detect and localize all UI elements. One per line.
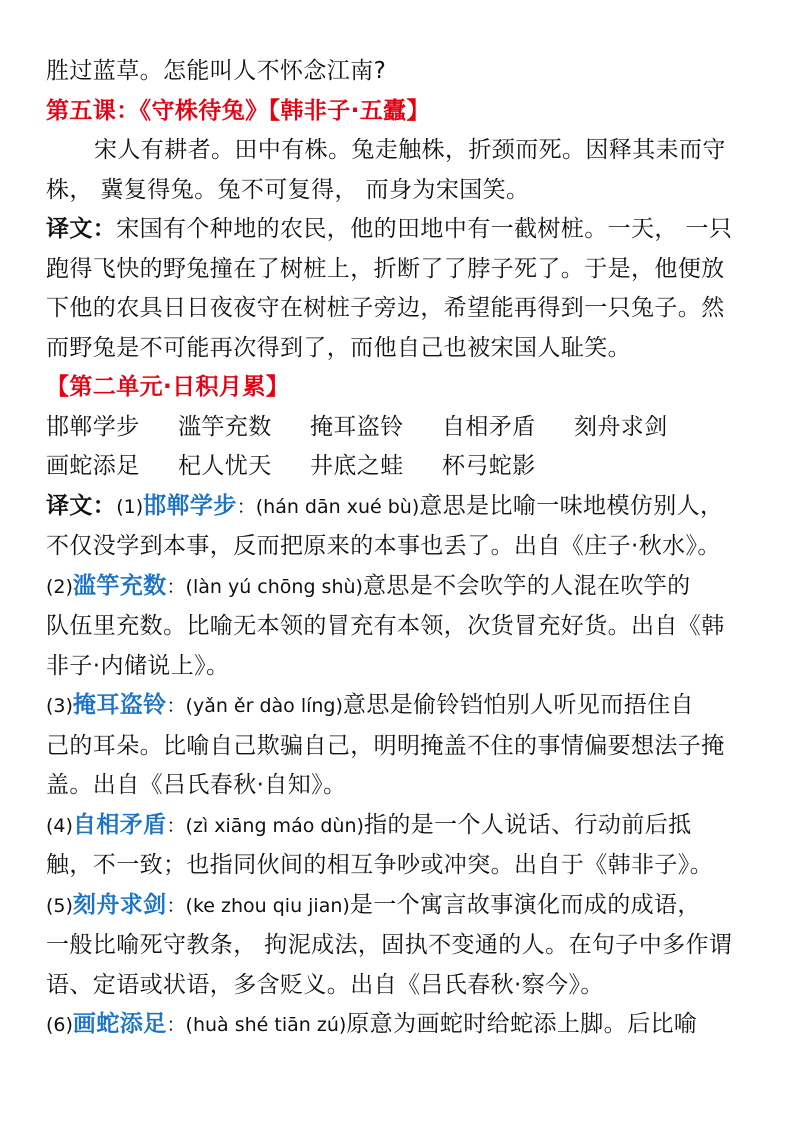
- idiom-row: [46, 447, 748, 487]
- idiom-entry-line: (4)自相矛盾：(zì xiāng máo dùn)指的是一个人说话、行动前后抵: [46, 811, 692, 838]
- idiom-term: 画蛇添足: [72, 1011, 167, 1037]
- idiom-entry-line: 译文：(1)邯郸学步：(hán dān xué bù)意思是比喻一味地模仿别人，: [46, 492, 724, 519]
- idiom: 刻舟求剑: [574, 413, 668, 440]
- idiom-term: 滥竽充数: [72, 572, 167, 599]
- idiom-term: 刻舟求剑: [72, 891, 167, 918]
- idiom: 杞人忧天: [178, 453, 272, 479]
- idiom: 井底之蛙: [310, 453, 404, 479]
- idiom: 滥竽充数: [178, 413, 272, 440]
- lesson5-heading: 第五课：《守株待兔》【韩非子·五蠹】: [46, 97, 430, 124]
- idiom-entry-line: (2)滥竽充数：(làn yú chōng shù)意思是不会吹竽的人混在吹竽的: [46, 572, 691, 599]
- idiom-entry-line: 不仅没学到本事，反而把原来的本事也丢了。出自《庄子·秋水》。: [46, 533, 721, 559]
- idiom-entry-line: 盖。出自《吕氏春秋·自知》。: [46, 772, 347, 798]
- unit2-heading: 【第二单元·日积月累】: [46, 374, 290, 400]
- idiom-term: 邯郸学步: [143, 492, 237, 519]
- lesson5-original-line: 宋人有耕者。田中有株。兔走触株，折颈而死。因释其耒而守: [94, 137, 726, 163]
- lesson5-translation-line: 而野兔是不可能再次得到了，而他自己也被宋国人耻笑。: [46, 334, 631, 361]
- lesson5-translation-line: 跑得飞快的野兔撞在了树桩上，折断了了脖子死了。于是，他便放: [46, 255, 725, 282]
- idiom-entry-line: 一般比喻死守教条， 拘泥成法，固执不变通的人。在句子中多作谓: [46, 932, 733, 958]
- pinyin: (hán dān xué bù): [255, 495, 420, 518]
- translation-label: 译文：: [46, 492, 117, 519]
- idiom-term: 自相矛盾: [72, 811, 167, 838]
- idiom: 画蛇添足: [46, 453, 140, 479]
- idiom-entry-line: 触，不一致；也指同伙间的相互争吵或冲突。出自于《韩非子》。: [46, 852, 714, 878]
- idiom-row: [46, 408, 748, 448]
- idiom-entry-line: (5)刻舟求剑：(ke zhou qiu jian)是一个寓言故事演化而成的成语，: [46, 891, 701, 918]
- idiom: 自相矛盾: [442, 413, 536, 440]
- idiom: 杯弓蛇影: [442, 453, 536, 479]
- idiom: 掩耳盗铃: [310, 413, 404, 440]
- lesson5-original-line: 株， 冀复得兔。兔不可复得， 而身为宋国笑。: [46, 176, 530, 203]
- pinyin: (làn yú chōng shù): [185, 575, 363, 598]
- idiom: 邯郸学步: [46, 413, 140, 440]
- idiom-entry-line: 队伍里充数。比喻无本领的冒充有本领，次货冒充好货。出自《韩: [46, 613, 725, 639]
- translation-label: 译文：: [46, 216, 117, 242]
- idiom-entry-line: (6)画蛇添足：(huà shé tiān zú)原意为画蛇时给蛇添上脚。后比喻: [46, 1011, 698, 1037]
- intro-line: 胜过蓝草。怎能叫人不怀念江南?: [46, 58, 387, 84]
- lesson5-translation-line: 下他的农具日日夜夜守在树桩子旁边，希望能再得到一只兔子。然: [46, 295, 725, 321]
- idiom-entry-line: 语、定语或状语，多含贬义。出自《吕氏春秋·察今》。: [46, 971, 604, 998]
- pinyin: (zì xiāng máo dùn): [185, 814, 364, 837]
- idiom-entry-line: 己的耳朵。比喻自己欺骗自己，明明掩盖不住的事情偏要想法子掩: [46, 732, 725, 759]
- pinyin: (yǎn ěr dào líng): [185, 695, 343, 717]
- idiom-entry-line: (3)掩耳盗铃：(yǎn ěr dào líng)意思是偷铃铛怕别人听见而捂住自: [46, 692, 694, 718]
- lesson5-translation-line: 译文：宋国有个种地的农民，他的田地中有一截树桩。一天， 一只: [46, 216, 733, 242]
- idiom-term: 掩耳盗铃: [72, 692, 167, 718]
- idiom-entry-line: 非子·内储说上》。: [46, 652, 230, 679]
- pinyin: (huà shé tiān zú): [185, 1014, 347, 1036]
- pinyin: (ke zhou qiu jian): [185, 894, 350, 917]
